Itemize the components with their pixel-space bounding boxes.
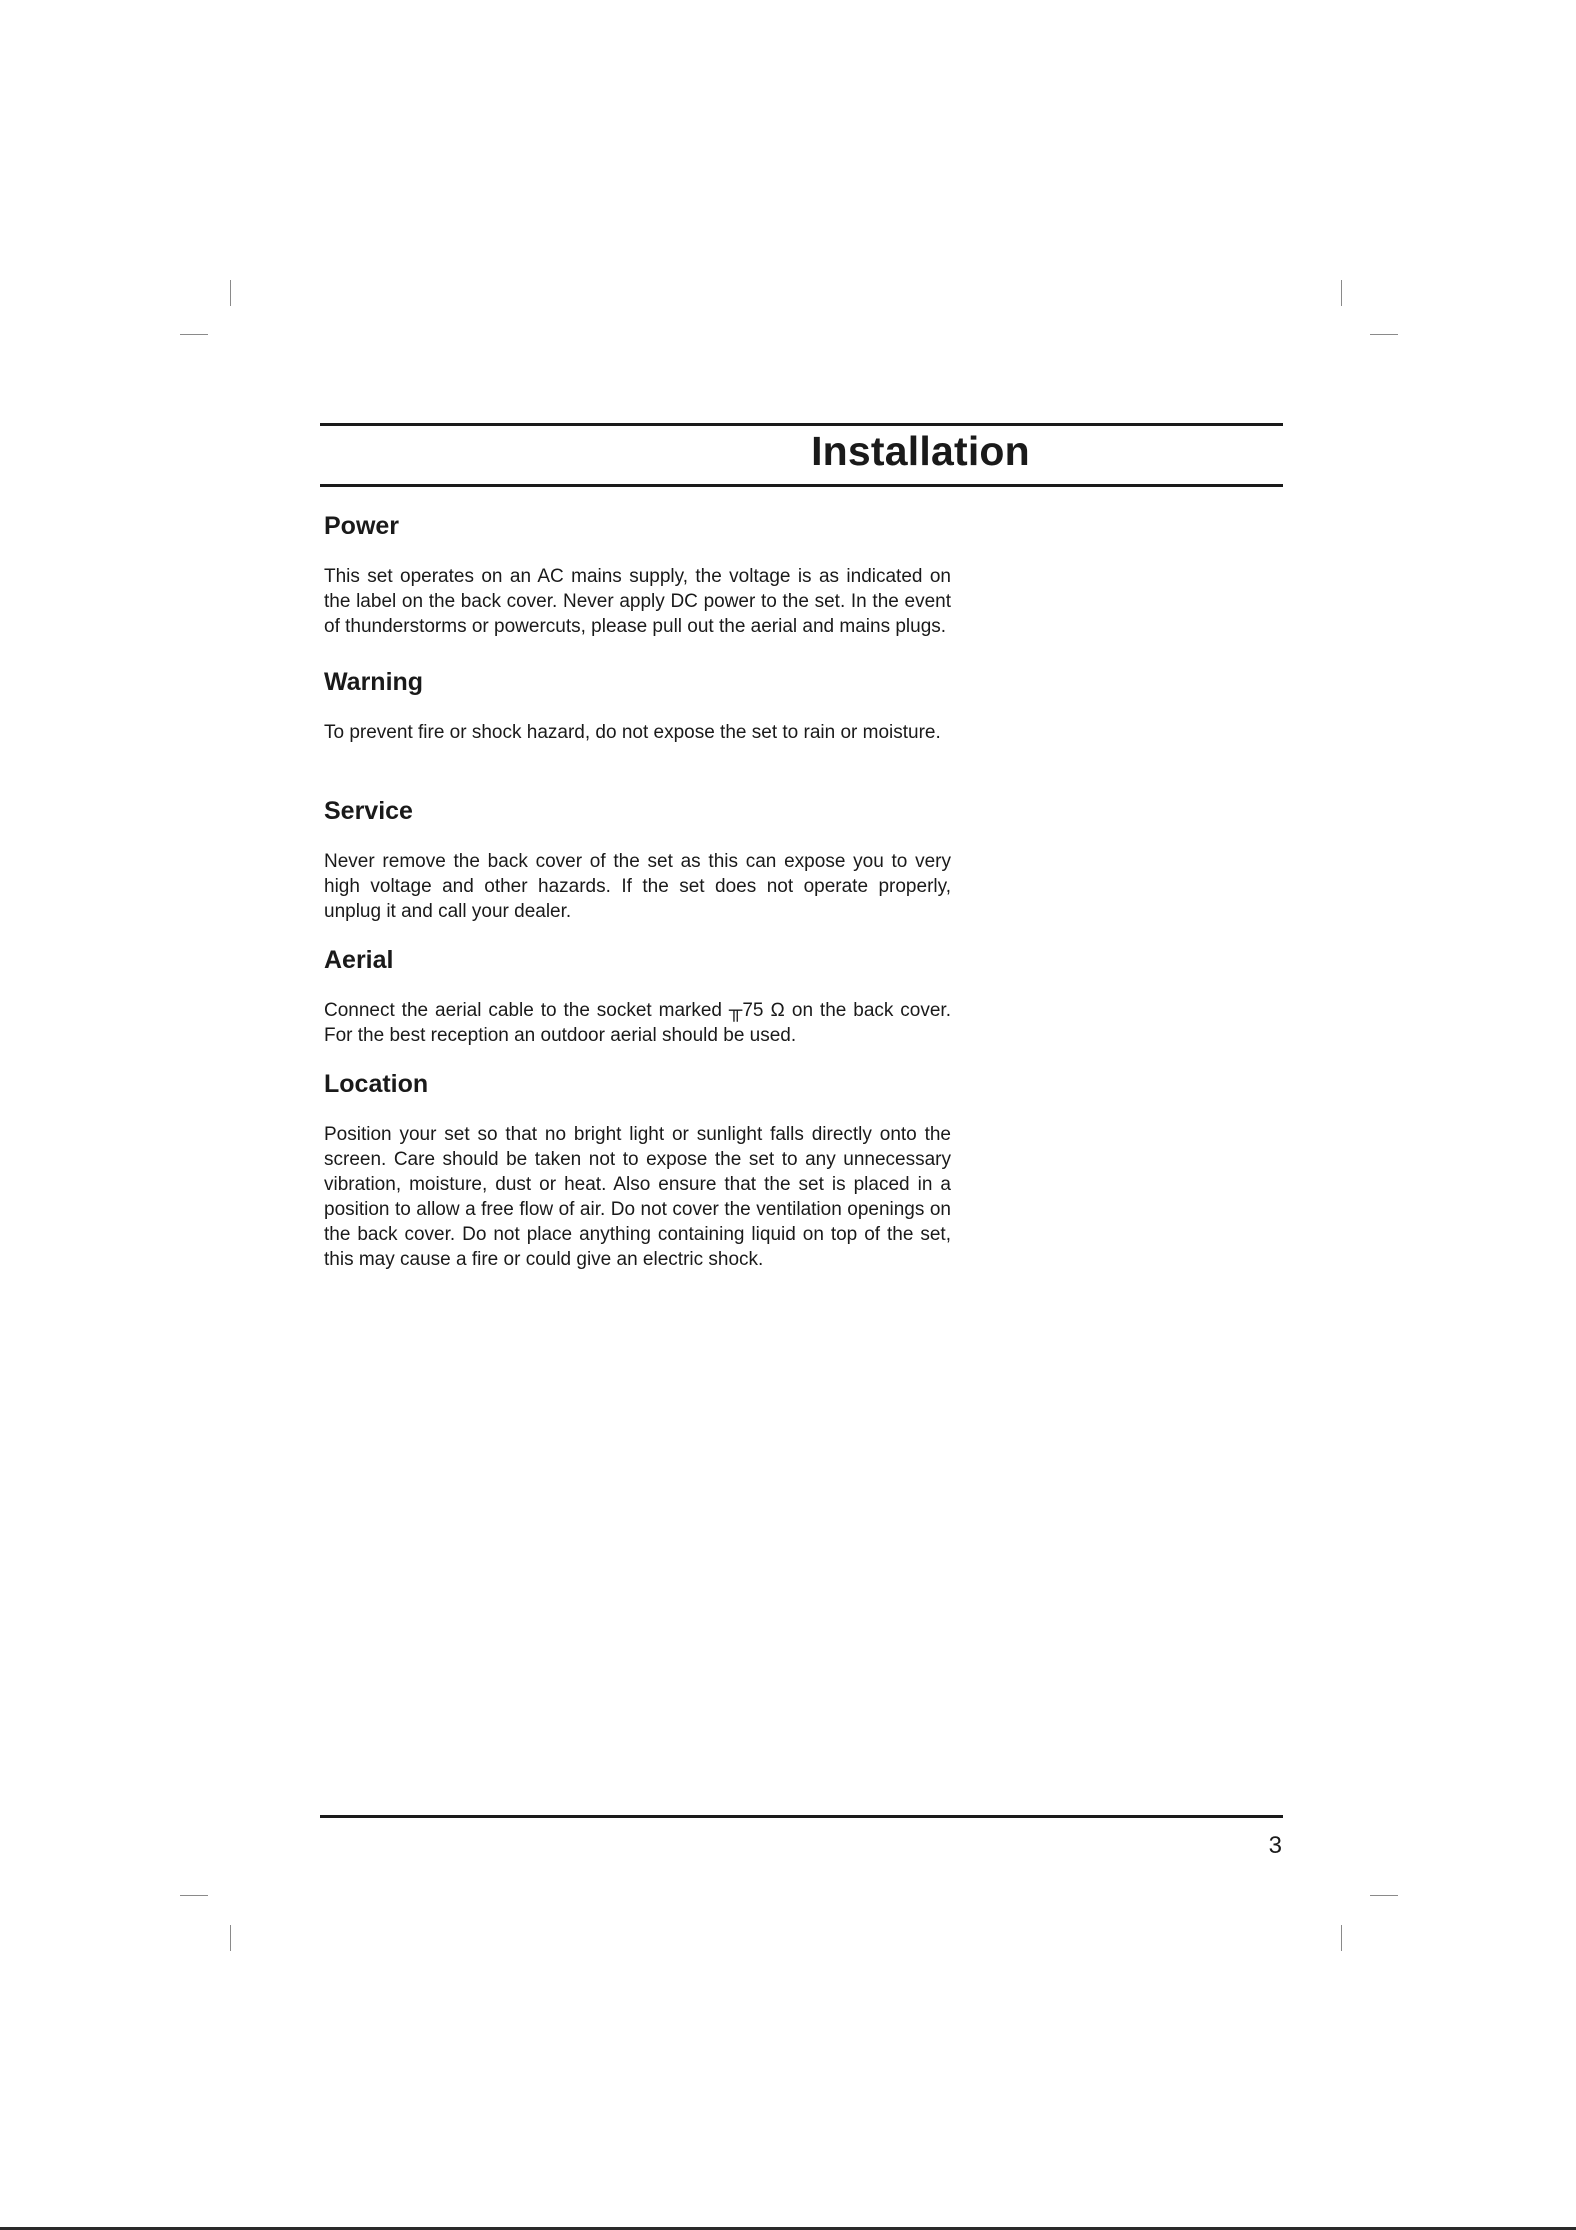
crop-mark-bottom-left-vertical — [230, 1925, 231, 1951]
crop-mark-top-right-horizontal — [1370, 334, 1398, 335]
section-body: Never remove the back cover of the set as this can expose you to very high voltage and other hazards. If the set does not operate properly, unplug it and call your dealer. — [324, 851, 951, 922]
page-title — [320, 428, 1283, 475]
crop-mark-bottom-right-vertical — [1341, 1925, 1342, 1951]
crop-mark-bottom-left-horizontal — [180, 1895, 208, 1896]
section-body: Connect the aerial cable to the socket marked ╥75 Ω on the back cover. For the best reception an outdoor aerial should be used. — [324, 1000, 951, 1046]
crop-mark-top-left-horizontal — [180, 334, 208, 335]
crop-mark-top-right-vertical — [1341, 280, 1342, 306]
section-service — [324, 791, 951, 924]
page-title-text: Installation — [811, 428, 1030, 474]
page-number: 3 — [1268, 1832, 1282, 1859]
section-heading: Warning — [324, 668, 424, 696]
page-content — [324, 506, 951, 1272]
section-warning — [324, 662, 951, 745]
section-body: To prevent fire or shock hazard, do not expose the set to rain or moisture. — [324, 722, 941, 743]
section-power — [324, 506, 951, 639]
section-body: Position your set so that no bright light or sunlight falls directly onto the screen. Care should be taken not to expose the set to any unnecessary vibration, moisture, dust or heat. Also ensure that the set is placed in a position to allow a free flow of air. Do not cover the ventilation openings on the back cover. Do not place anything containing liquid on top of the set, this may cause a fire or could give an electric shock. — [324, 1124, 951, 1270]
section-heading: Location — [324, 1070, 429, 1098]
section-aerial — [324, 940, 951, 1048]
header-bottom-rule — [320, 484, 1283, 487]
section-heading: Power — [324, 512, 400, 540]
section-body: This set operates on an AC mains supply, the voltage is as indicated on the label on the back cover. Never apply DC power to the set. In the event of thunderstorms or powercuts, please pull out the aerial and mains plugs. — [324, 566, 951, 637]
section-heading: Aerial — [324, 946, 394, 974]
crop-mark-top-left-vertical — [230, 280, 231, 306]
section-heading: Service — [324, 797, 413, 825]
crop-mark-bottom-right-horizontal — [1370, 1895, 1398, 1896]
section-location — [324, 1064, 951, 1272]
header-top-rule — [320, 423, 1283, 426]
footer-rule — [320, 1815, 1283, 1818]
